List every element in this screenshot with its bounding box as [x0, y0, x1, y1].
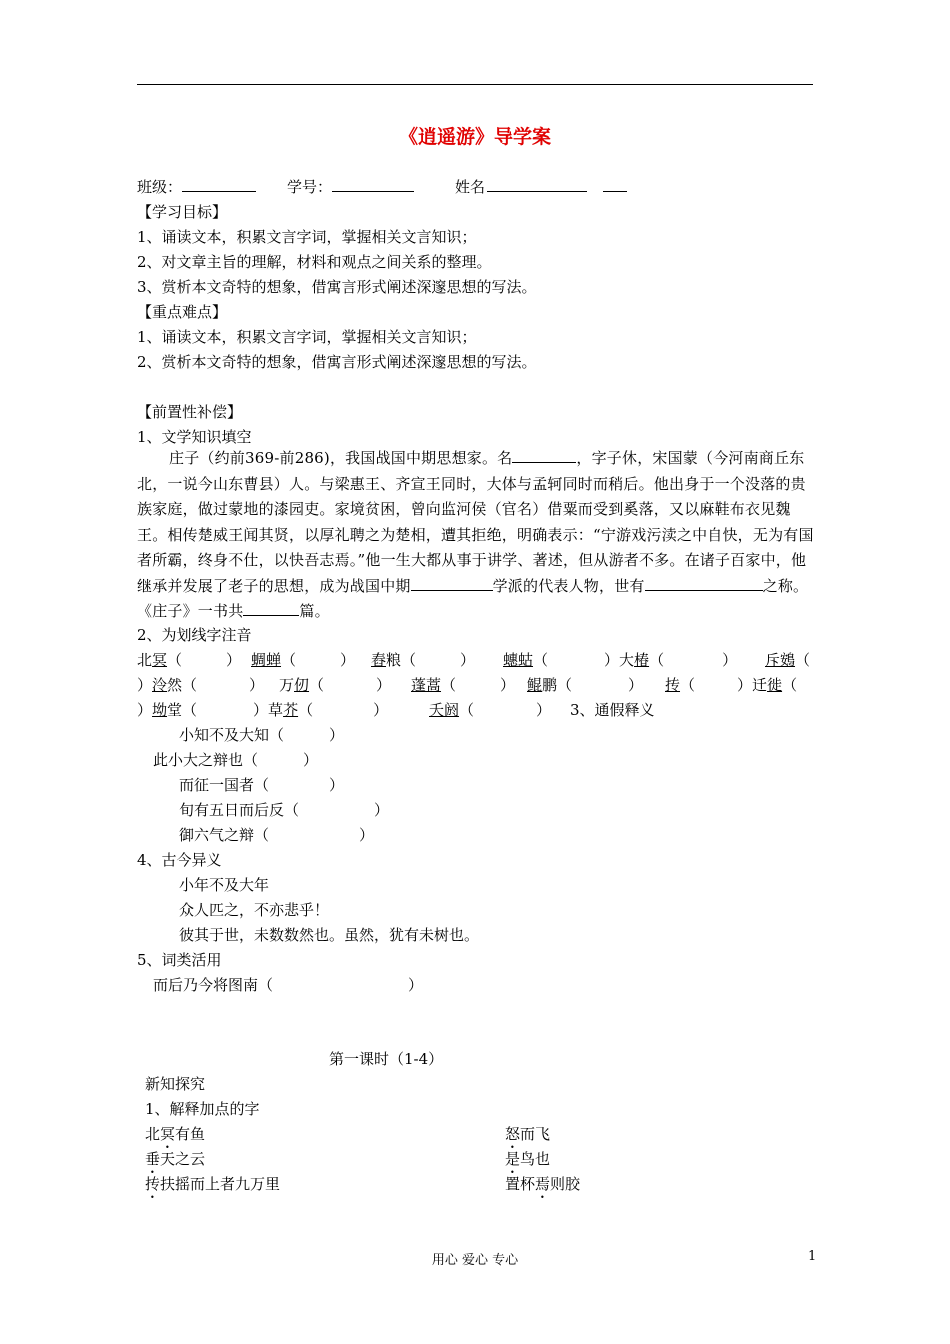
dotted-char: 是 — [505, 1150, 521, 1168]
underlined-char: 冥 — [152, 651, 168, 669]
pinyin-row: ）坳堂（ ）草芥（ ） — [137, 701, 389, 719]
keypoint-item: 2、赏析本文奇特的想象，借寓言形式阐述深邃思想的写法。 — [137, 353, 537, 371]
page-number: 1 — [808, 1249, 817, 1264]
pinyin-row-item: 鲲鹏（ ） — [527, 676, 644, 694]
dotted-phrase: 是鸟也 — [505, 1150, 551, 1168]
cilei-item: 而后乃今将图南（ ） — [153, 976, 424, 994]
class-label: 班级： — [137, 178, 183, 196]
underlined-char: 坳 — [152, 701, 168, 719]
dotted-phrase: 北冥有鱼 — [145, 1125, 206, 1143]
zhuangzi-bio-paragraph: 庄子（约前369-前286)，我国战国中期思想家。名 ，字子休，宋国蒙（今河南商丘东北，一说今山东曹县）人。与梁惠王、齐宣王同时，大体与孟轲同时而稍后。他出身于一个没落的贵族家庭，做过蒙地的漆园吏。家境贫困，曾向监河侯（官名）借粟而受到奚落，又以麻鞋布衣见魏王。相传楚威王闻其贤，以厚礼聘之为楚相，遭其拒绝，明确表示：“宁游戏污渎之中自快，无为有国者所霸，终身不仕，以快吾志焉。”他一生大都从事于讲学、著述，但从游者不多。在诸子百家中，他继承并发展了老子的思想，成为战国中期 学派的代表人物，世有 之称。《庄子》一书共 篇。 — [137, 449, 814, 620]
dotted-phrase: 抟扶摇而上者九万里 — [145, 1175, 281, 1193]
dotted-phrase: 置杯焉则胶 — [505, 1175, 581, 1193]
class-field[interactable] — [137, 177, 256, 197]
page-footer: 用心 爱心 专心 — [431, 1253, 519, 1268]
name-label: 姓名 — [455, 178, 486, 196]
tongjia-item: 小知不及大知（ ） — [179, 726, 345, 744]
dotted-char: 垂 — [145, 1150, 161, 1168]
keypoint-item: 1、诵读文本，积累文言字词，掌握相关文言知识； — [137, 328, 477, 346]
underlined-char: 芥 — [283, 701, 299, 719]
header-rule — [137, 84, 813, 85]
class-blank[interactable] — [182, 177, 256, 192]
pinyin-row-item: 斥鴳（ — [765, 651, 811, 669]
question-tongjia: 3、通假释义 — [570, 701, 655, 719]
underlined-char: 鲲 — [527, 676, 543, 694]
keypoints-heading: 【重点难点】 — [137, 303, 228, 321]
pinyin-row-item: 夭阏（ ） — [429, 701, 552, 719]
gujin-item: 小年不及大年 — [179, 876, 270, 894]
tongjia-item: 而征一国者（ ） — [179, 776, 345, 794]
fill-blank-chapters[interactable] — [243, 601, 299, 616]
underlined-char: 抟 — [665, 676, 681, 694]
pinyin-row-item: 舂粮（ ） — [371, 651, 476, 669]
student-id-field[interactable] — [287, 177, 414, 197]
pinyin-row-item: 抟（ ）迁徙（ — [665, 676, 798, 694]
underlined-char: 泠 — [152, 676, 168, 694]
underlined-char: 蓬蒿 — [411, 676, 442, 694]
question-cilei: 5、词类活用 — [137, 951, 222, 969]
fill-blank-title[interactable] — [645, 576, 763, 591]
pinyin-row: 北冥（ ） — [137, 651, 242, 669]
underlined-char: 夭阏 — [429, 701, 460, 719]
tongjia-item: 此小大之辩也（ ） — [153, 751, 319, 769]
goal-item: 1、诵读文本，积累文言字词，掌握相关文言知识； — [137, 228, 477, 246]
lesson-subheading: 新知探究 — [145, 1075, 206, 1093]
underlined-char: 蜩蝉 — [251, 651, 282, 669]
fill-blank-name[interactable] — [512, 448, 576, 463]
name-field[interactable] — [455, 177, 627, 197]
dotted-char: 怒 — [505, 1125, 521, 1143]
pinyin-row-item: 蜩蝉（ ） — [251, 651, 356, 669]
gujin-item: 彼其于世，未数数然也。虽然，犹有未树也。 — [179, 926, 480, 944]
student-id-label: 学号： — [287, 178, 333, 196]
name-blank[interactable] — [487, 177, 587, 192]
dotted-char: 焉 — [535, 1175, 551, 1193]
fill-blank-school[interactable] — [411, 576, 493, 591]
lesson-heading: 第一课时（1-4） — [329, 1050, 444, 1068]
question-gujin: 4、古今异义 — [137, 851, 222, 869]
dotted-char: 冥 — [160, 1125, 176, 1143]
underlined-char: 椿 — [634, 651, 650, 669]
pinyin-row: ）泠然（ ） — [137, 676, 265, 694]
tongjia-item: 御六气之辩（ ） — [179, 826, 375, 844]
question-explain-dotted: 1、解释加点的字 — [145, 1100, 260, 1118]
underlined-char: 舂 — [371, 651, 387, 669]
tongjia-item: 旬有五日而后反（ ） — [179, 801, 390, 819]
student-id-blank[interactable] — [332, 177, 414, 192]
name-blank-2[interactable] — [603, 177, 627, 192]
underlined-char: 斥鴳 — [765, 651, 796, 669]
preview-heading: 【前置性补偿】 — [137, 403, 243, 421]
question-literary-knowledge: 1、文学知识填空 — [137, 428, 252, 446]
pinyin-row-item: 蟪蛄（ ）大椿（ ） — [503, 651, 738, 669]
underlined-char: 蟪蛄 — [503, 651, 534, 669]
document-title: 《逍遥游》导学案 — [398, 126, 551, 148]
goals-heading: 【学习目标】 — [137, 203, 228, 221]
goal-item: 3、赏析本文奇特的想象，借寓言形式阐述深邃思想的写法。 — [137, 278, 537, 296]
dotted-phrase: 垂天之云 — [145, 1150, 206, 1168]
underlined-char: 徙 — [767, 676, 783, 694]
underlined-char: 仞 — [294, 676, 310, 694]
pinyin-row-item: 万仞（ ） — [279, 676, 392, 694]
question-pinyin: 2、为划线字注音 — [137, 626, 252, 644]
dotted-phrase: 怒而飞 — [505, 1125, 551, 1143]
gujin-item: 众人匹之，不亦悲乎！ — [179, 901, 330, 919]
goal-item: 2、对文章主旨的理解，材料和观点之间关系的整理。 — [137, 253, 492, 271]
dotted-char: 抟 — [145, 1175, 161, 1193]
pinyin-row-item: 蓬蒿（ ） — [411, 676, 516, 694]
